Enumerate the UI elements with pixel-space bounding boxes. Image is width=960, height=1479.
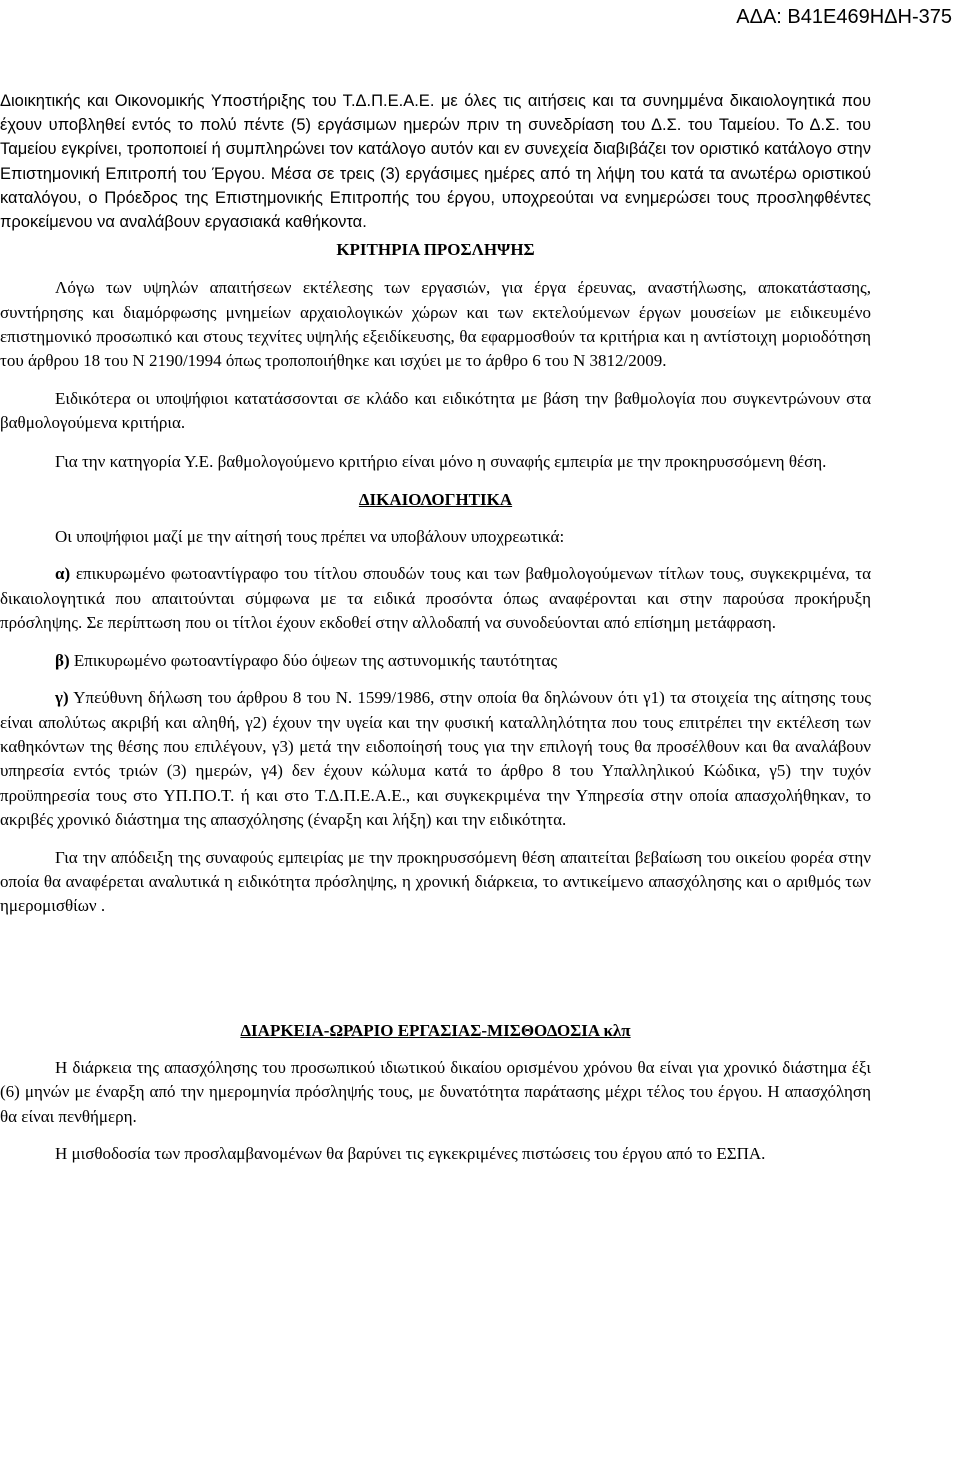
document-body bbox=[0, 89, 871, 1166]
duration-paragraph-1: Η διάρκεια της απασχόλησης του προσωπικού ιδιωτικού δικαίου ορισμένου χρόνου θα είναι για χρονικό διάστημα έξι (6) μηνών με έναρξη από την ημερομηνία πρόσληψής τους, με δυνατότητα παράτασης μέχρι τέλος του έργου. Η απασχόληση θα είναι πενθήμερη. bbox=[0, 1057, 871, 1126]
item-c-text: Υπεύθυνη δήλωση του άρθρου 8 του Ν. 1599/1986, στην οποία θα δηλώνουν ότι γ1) τα στοιχεία της αίτησης τους είναι απολύτως ακριβή και αληθή, γ2) έχουν την υγεία και την φυσική καταλληλότητα που τους επιτρέπει την εκτέλεση των καθηκόντων της θέσης που επιλέγουν, γ3) μετά την ειδοποίησή τους για την επιλογή τους θα προσέλθουν και θα αναλάβουν υπηρεσία εντός τριών (3) ημερών, γ4) δεν έχουν κώλυμα κατά το άρθρο 8 του Υπαλληλικού Κώδικα, γ5) την τυχόν προϋπηρεσία τους στο ΥΠ.ΠΟ.Τ. ή και στο Τ.Δ.Π.Ε.Α.Ε., και συγκεκριμένα την Υπηρεσία στην οποία απασχολήθηκαν, το ακριβές χρονικό διάστημα της απασχόλησης (έναρξη και λήξη) και την ειδικότητα. bbox=[0, 688, 871, 830]
item-b-label: β) bbox=[55, 650, 70, 670]
duration-paragraph-2: Η μισθοδοσία των προσλαμβανομένων θα βαρύνει τις εγκεκριμένες πιστώσεις του έργου από το ΕΣΠΑ. bbox=[55, 1143, 766, 1163]
duration-heading: ΔΙΑΡΚΕΙΑ-ΩΡΑΡΙΟ ΕΡΓΑΣΙΑΣ-ΜΙΣΘΟΔΟΣΙΑ κλπ bbox=[240, 1020, 631, 1040]
criteria-paragraph-2: Ειδικότερα οι υποψήφιοι κατατάσσονται σε κλάδο και ειδικότητα με βάση την βαθμολογία που συγκεντρώνουν στα βαθμολογούμενα κριτήρια. bbox=[0, 388, 871, 433]
document-item-c bbox=[0, 686, 871, 832]
document-item-b bbox=[0, 649, 871, 673]
intro-paragraph: Διοικητικής και Οικονομικής Υποστήριξης του Τ.Δ.Π.Ε.Α.Ε. με όλες τις αιτήσεις και τα συνημμένα δικαιολογητικά που έχουν υποβληθεί εντός το πολύ πέντε (5) εργάσιμων ημερών πριν τη συνεδρίαση του Δ.Σ. του Ταμείου. Το Δ.Σ. του Ταμείου εγκρίνει, τροποποιεί ή συμπληρώνει τον κατάλογο αυτόν και εν συνεχεία διαβιβάζει τον οριστικό κατάλογο στην Επιστημονική Επιτροπή του Έργου. Μέσα σε τρεις (3) εργάσιμες ημέρες από τη λήψη του κατά τα ανωτέρω οριστικού καταλόγου, ο Πρόεδρος της Επιστημονικής Επιτροπής του έργου, υποχρεούται να ενημερώσει τους προσληφθέντες προκείμενου να αναλάβουν εργασιακά καθήκοντα. bbox=[0, 92, 871, 232]
criteria-paragraph-1: Λόγω των υψηλών απαιτήσεων εκτέλεσης των εργασιών, για έργα έρευνας, αναστήλωσης, αποκατάστασης, συντήρησης και διαμόρφωσης μνημείων αρχαιολογικών χώρων και των εκτελούμενων έργων μουσείων με ειδικευμένο επιστημονικό προσωπικό και στους τεχνίτες υψηλής εξειδίκευσης, θα εφαρμοσθούν τα κριτήρια και η αντίστοιχη μοριοδότηση του άρθρου 18 του Ν 2190/1994 όπως τροποποιήθηκε και ισχύει με το άρθρο 6 του Ν 3812/2009. bbox=[0, 278, 871, 371]
documents-intro: Οι υποψήφιοι μαζί με την αίτησή τους πρέπει να υποβάλουν υποχρεωτικά: bbox=[55, 527, 565, 547]
documents-heading: ΔΙΚΑΙΟΛΟΓΗΤΙΚΑ bbox=[358, 490, 513, 510]
criteria-paragraph-3: Για την κατηγορία Υ.Ε. βαθμολογούμενο κριτήριο είναι μόνο η συναφής εμπειρία με την προκηρυσσόμενη θέση. bbox=[55, 451, 827, 471]
item-b-text: Επικυρωμένο φωτοαντίγραφο δύο όψεων της αστυνομικής ταυτότητας bbox=[69, 650, 558, 670]
experience-proof-paragraph: Για την απόδειξη της συναφούς εμπειρίας με την προκηρυσσόμενη θέση απαιτείται βεβαίωση του οικείου φορέα στην οποία θα αναφέρεται αναλυτικά η ειδικότητα πρόσληψης, η χρονική διάρκεια, το αντικείμενο απασχόλησης και ο αριθμός των ημερομισθίων . bbox=[0, 847, 871, 916]
item-a-text: επικυρωμένο φωτοαντίγραφο του τίτλου σπουδών τους και των βαθμολογούμενων τίτλων τους, συγκεκριμένα, τα δικαιολογητικά που απαιτούνται σύμφωνα με τα ειδικά προσόντα όπως αναφέρονται και στην παρούσα προκήρυξη πρόσληψης. Σε περίπτωση που οι τίτλοι έχουν εκδοθεί στην αλλοδαπή να συνοδεύονται από επίσημη μετάφραση. bbox=[0, 564, 871, 633]
criteria-heading: ΚΡΙΤΗΡΙΑ ΠΡΟΣΛΗΨΗΣ bbox=[336, 240, 535, 260]
item-a-label: α) bbox=[55, 564, 71, 584]
ada-code: ΑΔΑ: Β41Ε469ΗΔΗ-375 bbox=[736, 6, 952, 28]
item-c-label: γ) bbox=[55, 688, 69, 708]
document-item-a bbox=[0, 562, 871, 635]
